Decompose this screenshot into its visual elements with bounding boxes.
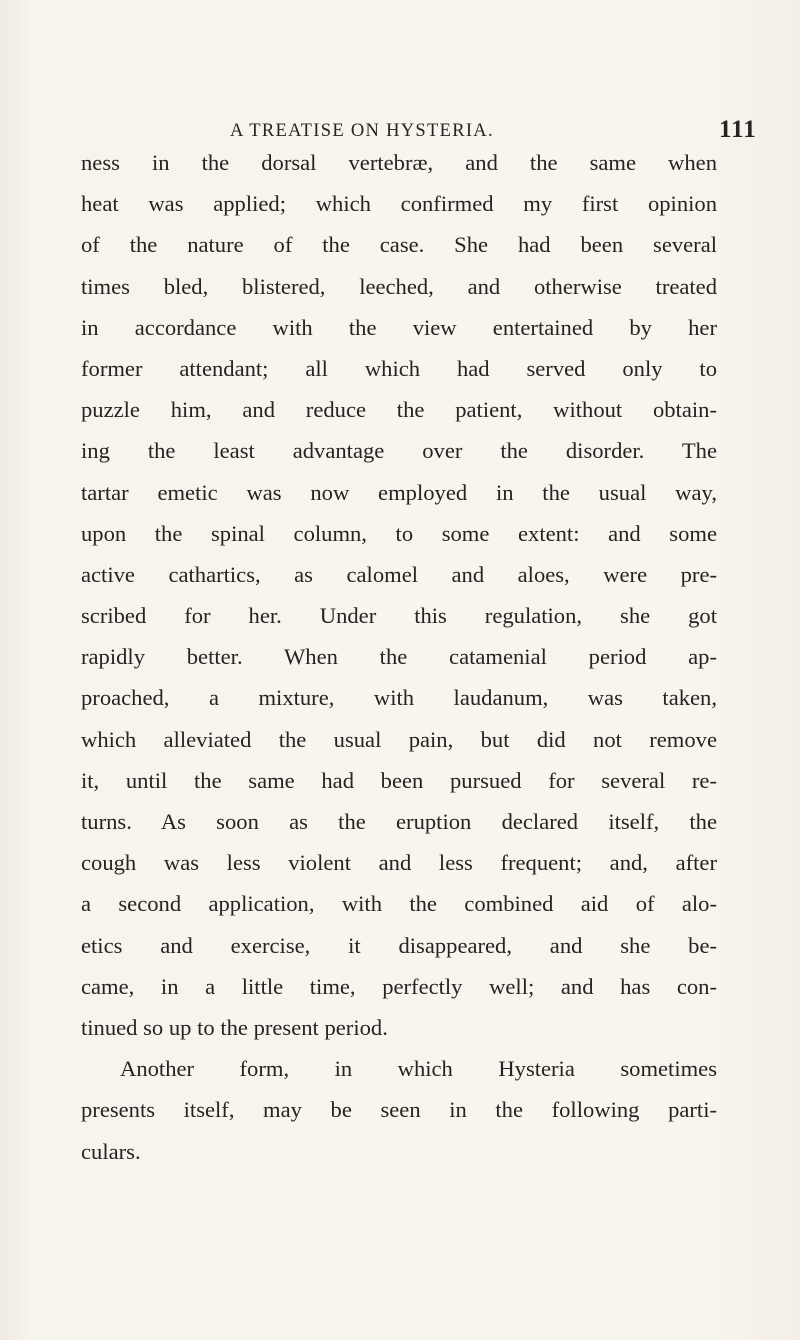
text-line: which alleviated the usual pain, but did not remove — [81, 726, 717, 752]
text-line: former attendant; all which had served only to — [81, 355, 717, 381]
paragraph-end-line: tinued so up to the present period. — [81, 1014, 388, 1040]
running-head: A TREATISE ON HYSTERIA. — [230, 121, 494, 141]
text-line: presents itself, may be seen in the following parti- — [81, 1097, 717, 1123]
text-line: ing the least advantage over the disorder. The — [81, 438, 717, 464]
text-line: it, until the same had been pursued for several re- — [81, 767, 717, 793]
text-line: puzzle him, and reduce the patient, without obtain- — [81, 397, 717, 423]
text-line: heat was applied; which confirmed my first opinion — [81, 191, 717, 217]
text-line: ness in the dorsal vertebræ, and the same when — [81, 150, 717, 175]
text-line: a second application, with the combined aid of alo- — [81, 891, 717, 917]
page-number: 111 — [719, 116, 757, 143]
paragraph-end-line: culars. — [81, 1138, 141, 1164]
text-line: rapidly better. When the catamenial period ap- — [81, 644, 717, 670]
text-line: came, in a little time, perfectly well; and has con- — [81, 973, 717, 999]
text-line: times bled, blistered, leeched, and otherwise treated — [81, 273, 717, 299]
paragraph-start-line: Another form, in which Hysteria sometimes — [120, 1056, 717, 1082]
text-line: etics and exercise, it disappeared, and she be- — [81, 932, 717, 958]
body-text — [81, 142, 717, 1172]
text-line: upon the spinal column, to some extent: and some — [81, 520, 717, 546]
text-line: in accordance with the view entertained by her — [81, 314, 717, 340]
text-line: cough was less violent and less frequent; and, after — [81, 850, 717, 876]
text-line: of the nature of the case. She had been several — [81, 232, 717, 258]
text-line: tartar emetic was now employed in the usual way, — [81, 479, 717, 505]
text-line: turns. As soon as the eruption declared itself, the — [81, 809, 717, 834]
text-line: proached, a mixture, with laudanum, was taken, — [81, 685, 717, 711]
text-line: active cathartics, as calomel and aloes, were pre- — [81, 561, 717, 587]
text-line: scribed for her. Under this regulation, she got — [81, 603, 717, 629]
